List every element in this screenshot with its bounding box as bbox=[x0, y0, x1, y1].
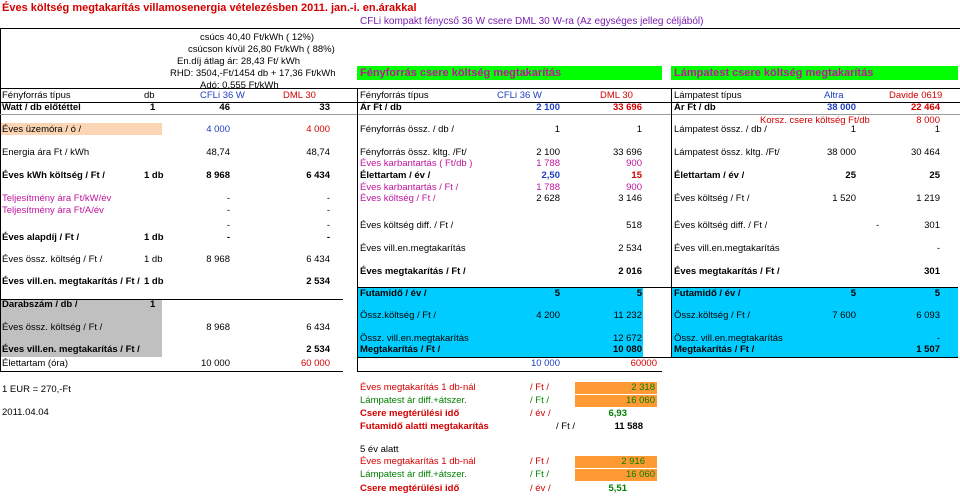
left-darab-label: Darabszám / db / bbox=[2, 299, 78, 310]
b1-label-2: Csere megtérülési idő bbox=[360, 408, 460, 419]
left-watt-db: 1 bbox=[150, 102, 156, 113]
b2-unit-2: / év / bbox=[530, 483, 551, 494]
b1-label-1: Lámpatest ár diff.+átszer. bbox=[360, 395, 467, 406]
left-elet-a: 10 000 bbox=[200, 358, 230, 369]
left-ta-b: - bbox=[326, 205, 330, 216]
right-osszk-b: 6 093 bbox=[916, 310, 940, 321]
right-ar-b: 22 464 bbox=[910, 102, 940, 113]
left-tkw-a: - bbox=[226, 193, 230, 204]
b1-unit-0: / Ft / bbox=[530, 382, 549, 393]
b1-label-0: Éves megtakarítás 1 db-nál bbox=[360, 382, 476, 393]
b2-label-2: Csere megtérülési idő bbox=[360, 483, 460, 494]
b2-val-0: 2 916 bbox=[621, 456, 645, 467]
right-futam-label: Futamidő / év / bbox=[674, 288, 741, 299]
mid-hdr-b: DML 30 bbox=[600, 90, 633, 101]
mid-futam-label: Futamidő / év / bbox=[360, 288, 427, 299]
rule-right-left bbox=[671, 88, 672, 357]
b2-unit-1: / Ft / bbox=[530, 469, 549, 480]
tariff-offpeak: csúcson kívül 26,80 Ft/kWh ( 88%) bbox=[188, 44, 335, 55]
right-vill-b: - bbox=[936, 243, 940, 254]
right-korsz-label: Korsz. csere költség Ft/db bbox=[760, 115, 870, 126]
right-osszk-label: Össz.költség / Ft / bbox=[674, 310, 751, 321]
left-kwh-a: 8 968 bbox=[206, 170, 230, 181]
mid-elet-b: 15 bbox=[631, 170, 642, 181]
mid-kltg-b: 33 696 bbox=[612, 147, 642, 158]
right-futam-a: 5 bbox=[850, 288, 856, 299]
right-futam-b: 5 bbox=[934, 288, 940, 299]
mid-vill-b: 2 534 bbox=[618, 243, 642, 254]
left-kwh-db: 1 db bbox=[144, 170, 164, 181]
left-ossz-label: Éves össz. költség / Ft / bbox=[2, 254, 103, 265]
mid-karb2-label: Éves karbantartás / Ft / bbox=[360, 182, 459, 193]
mid-osszv-label: Össz. vill.en.megtakarítás bbox=[360, 333, 469, 344]
rule-bottom-left bbox=[357, 371, 662, 372]
b1-val-1: 16 060 bbox=[625, 395, 655, 406]
left-vill-label: Éves vill.en. megtakarítás / Ft / bbox=[2, 276, 140, 287]
rule-bottom bbox=[0, 371, 343, 372]
left-darab-db: 1 bbox=[150, 299, 156, 310]
right-osszv-b: - bbox=[936, 333, 940, 344]
left-uzem-a: 4 000 bbox=[206, 124, 230, 135]
left-dash-b: - bbox=[326, 220, 330, 231]
b1-val-0: 2 318 bbox=[631, 382, 655, 393]
rule-cyan-top bbox=[357, 287, 958, 288]
mid-osszk-label: Össz.költség / Ft / bbox=[360, 310, 437, 321]
left-ta-a: - bbox=[226, 205, 230, 216]
right-diff-a: - bbox=[876, 220, 880, 231]
right-hdr-label: Lámpatest típus bbox=[674, 90, 742, 101]
five-years-label: 5 év alatt bbox=[360, 444, 399, 455]
left-hdr-db: db bbox=[144, 90, 155, 101]
b2-val-2: 5,51 bbox=[608, 483, 627, 494]
b2-val-1: 16 060 bbox=[625, 469, 655, 480]
right-korsz-b: 8 000 bbox=[916, 115, 940, 126]
b1-unit-1: / Ft / bbox=[530, 395, 549, 406]
right-ar-label: Ár Ft / db bbox=[674, 102, 716, 113]
mid-ar-b: 33 696 bbox=[612, 102, 642, 113]
b2-unit-0: / Ft / bbox=[530, 456, 549, 467]
right-megt-label: Éves megtakarítás / Ft / bbox=[674, 266, 780, 277]
rule-mid-left bbox=[357, 88, 358, 371]
left-uzem-label: Éves üzemóra / ó / bbox=[2, 124, 82, 135]
mid-elet2-a: 10 000 bbox=[530, 358, 560, 369]
left-energia-a: 48,74 bbox=[206, 147, 230, 158]
right-koltseg-a: 1 520 bbox=[832, 193, 856, 204]
b1-val-3: 11 588 bbox=[614, 421, 643, 432]
left-ossz-a: 8 968 bbox=[206, 254, 230, 265]
right-kltg-label: Lámpatest össz. kltg. /Ft/ bbox=[674, 147, 780, 158]
left-alap-label: Éves alapdíj / Ft / bbox=[2, 232, 80, 243]
mid-hdr-a: CFLi 36 W bbox=[497, 90, 542, 101]
mid-ar-a: 2 100 bbox=[536, 102, 560, 113]
section-header-mid: Fényforrás csere költség megtakarítás bbox=[360, 67, 562, 79]
right-elet-label: Élettartam / év / bbox=[674, 170, 745, 181]
rule-watt-top bbox=[0, 88, 960, 89]
right-ossz-a: 1 bbox=[850, 124, 856, 135]
left-elet-label: Élettartam (óra) bbox=[2, 358, 68, 369]
right-diff-label: Éves költség diff. / Ft / bbox=[674, 220, 768, 231]
mid-futam-a: 5 bbox=[554, 288, 560, 299]
mid-karb2-b: 900 bbox=[626, 182, 642, 193]
tariff-rhd: RHD: 3504,-Ft/1454 db + 17,36 Ft/kWh bbox=[170, 68, 336, 79]
b1-label-3: Futamidő alatti megtakarítás bbox=[360, 421, 489, 432]
mid-kltg-a: 2 100 bbox=[536, 147, 560, 158]
right-elet-a: 25 bbox=[845, 170, 856, 181]
left-ossz2-a: 8 968 bbox=[206, 322, 230, 333]
right-koltseg-label: Éves költség / Ft / bbox=[674, 193, 750, 204]
tariff-avg: En.díj átlag ár: 28,43 Ft/ kWh bbox=[177, 56, 301, 67]
right-hdr-b: Davide 0619 bbox=[889, 90, 943, 101]
rule-top bbox=[0, 28, 960, 29]
left-ta-label: Teljesítmény ára Ft/A/év bbox=[2, 205, 104, 216]
b2-label-1: Lámpatest ár diff.+átszer. bbox=[360, 469, 467, 480]
left-tkw-label: Teljesítmény ára Ft/kW/év bbox=[2, 193, 112, 204]
left-ossz2-b: 6 434 bbox=[306, 322, 330, 333]
left-vill-db: 1 db bbox=[144, 276, 164, 287]
mid-koltseg-b: 3 146 bbox=[618, 193, 642, 204]
right-osszk-a: 7 600 bbox=[832, 310, 856, 321]
mid-karb1-a: 1 788 bbox=[536, 158, 560, 169]
eur-rate: 1 EUR = 270,-Ft bbox=[2, 384, 71, 395]
rule-left bbox=[0, 28, 1, 371]
left-alap-db: 1 db bbox=[144, 232, 164, 243]
mid-megt-b: 2 016 bbox=[618, 266, 642, 277]
mid-elet-label: Élettartam / év / bbox=[360, 170, 431, 181]
mid-osszk-b: 11 232 bbox=[613, 310, 642, 321]
rule-cyan-bottom bbox=[357, 357, 958, 358]
right-ossz-label: Lámpatest össz. / db / bbox=[674, 124, 767, 135]
mid-osszv-b: 12 672 bbox=[612, 333, 642, 344]
b2-label-0: Éves megtakarítás 1 db-nál bbox=[360, 456, 476, 467]
left-ossz-db: 1 db bbox=[144, 254, 163, 265]
left-vill2-label: Éves vill.en. megtakarítás / Ft / bbox=[2, 344, 140, 355]
page-title: Éves költség megtakarítás villamosenergia vételezésben 2011. jan.-i. en.árakkal bbox=[2, 2, 417, 14]
left-watt-b: 33 bbox=[319, 102, 330, 113]
left-elet-b: 60 000 bbox=[300, 358, 330, 369]
right-ar-a: 38 000 bbox=[826, 102, 856, 113]
mid-karb2-a: 1 788 bbox=[536, 182, 560, 193]
mid-karb1-b: 900 bbox=[626, 158, 642, 169]
mid-osszk-a: 4 200 bbox=[536, 310, 560, 321]
page-subtitle: CFLi kompakt fénycső 36 W csere DML 30 W-ra (Az egységes jelleg céljából) bbox=[360, 16, 704, 27]
left-hdr-label: Fényforrás típus bbox=[2, 90, 71, 101]
section-header-right: Lámpatest csere költség megtakarítás bbox=[674, 67, 874, 79]
left-watt-a: 46 bbox=[219, 102, 230, 113]
tariff-peak: csúcs 40,40 Ft/kWh ( 12%) bbox=[200, 32, 315, 43]
right-hdr-a: Altra bbox=[824, 90, 844, 101]
right-ossz-b: 1 bbox=[934, 124, 940, 135]
b1-unit-3: / Ft / bbox=[556, 421, 575, 432]
left-tkw-b: - bbox=[326, 193, 330, 204]
mid-karb1-label: Éves karbantartás ( Ft/db ) bbox=[360, 158, 473, 169]
right-megt2-b: 1 507 bbox=[916, 344, 940, 355]
left-hdr-b: DML 30 bbox=[283, 90, 316, 101]
left-ossz-b: 6 434 bbox=[306, 254, 330, 265]
mid-diff-label: Éves költség diff. / Ft / bbox=[360, 220, 454, 231]
left-kwh-label: Éves kWh költség / Ft / bbox=[2, 170, 105, 181]
mid-futam-b: 5 bbox=[636, 288, 642, 299]
mid-elet-a: 2,50 bbox=[541, 170, 560, 181]
right-osszv-label: Össz. vill.en.megtakarítás bbox=[674, 333, 783, 344]
left-energia-b: 48,74 bbox=[306, 147, 330, 158]
left-kwh-b: 6 434 bbox=[306, 170, 330, 181]
left-alap-b: - bbox=[326, 232, 330, 243]
mid-megt2-b: 10 080 bbox=[612, 344, 642, 355]
mid-megt-label: Éves megtakarítás / Ft / bbox=[360, 266, 466, 277]
right-koltseg-b: 1 219 bbox=[916, 193, 940, 204]
mid-ossz-label: Fényforrás össz. / db / bbox=[360, 124, 454, 135]
right-kltg-a: 38 000 bbox=[826, 147, 856, 158]
report-date: 2011.04.04 bbox=[2, 407, 49, 418]
right-megt-b: 301 bbox=[924, 266, 940, 277]
right-vill-label: Éves vill.en.megtakarítás bbox=[674, 243, 780, 254]
right-diff-b: 301 bbox=[924, 220, 940, 231]
tariff-tax: Adó: 0,555 Ft/kWh bbox=[200, 80, 279, 91]
mid-elet2-b: 60000 bbox=[630, 358, 657, 369]
left-dash-a: - bbox=[226, 220, 230, 231]
mid-ossz-b: 1 bbox=[636, 124, 642, 135]
mid-kltg-label: Fényforrás össz. kltg. /Ft/ bbox=[360, 147, 467, 158]
mid-ossz-a: 1 bbox=[554, 124, 560, 135]
b1-val-2: 6,93 bbox=[608, 408, 627, 419]
left-vill-b: 2 534 bbox=[306, 276, 330, 287]
left-watt-label: Watt / db előtéttel bbox=[2, 102, 81, 113]
left-energia-label: Energia ára Ft / kWh bbox=[2, 147, 90, 158]
left-hdr-a: CFLi 36 W bbox=[200, 90, 245, 101]
right-elet-b: 25 bbox=[929, 170, 940, 181]
mid-hdr-label: Fényforrás típus bbox=[360, 90, 429, 101]
mid-koltseg-label: Éves költség / Ft / bbox=[360, 193, 436, 204]
mid-vill-label: Éves vill.en.megtakarítás bbox=[360, 243, 466, 254]
left-ossz2-label: Éves össz. költség / Ft / bbox=[2, 322, 103, 333]
left-uzem-b: 4 000 bbox=[306, 124, 330, 135]
right-megt2-label: Megtakarítás / Ft / bbox=[674, 344, 755, 355]
mid-diff-b: 518 bbox=[626, 220, 642, 231]
b1-unit-2: / év / bbox=[530, 408, 551, 419]
right-kltg-b: 30 464 bbox=[910, 147, 940, 158]
mid-megt2-label: Megtakarítás / Ft / bbox=[360, 344, 441, 355]
mid-ar-label: Ár Ft / db bbox=[360, 102, 402, 113]
left-alap-a: - bbox=[226, 232, 230, 243]
mid-koltseg-a: 2 628 bbox=[536, 193, 560, 204]
left-vill2-b: 2 534 bbox=[306, 344, 330, 355]
